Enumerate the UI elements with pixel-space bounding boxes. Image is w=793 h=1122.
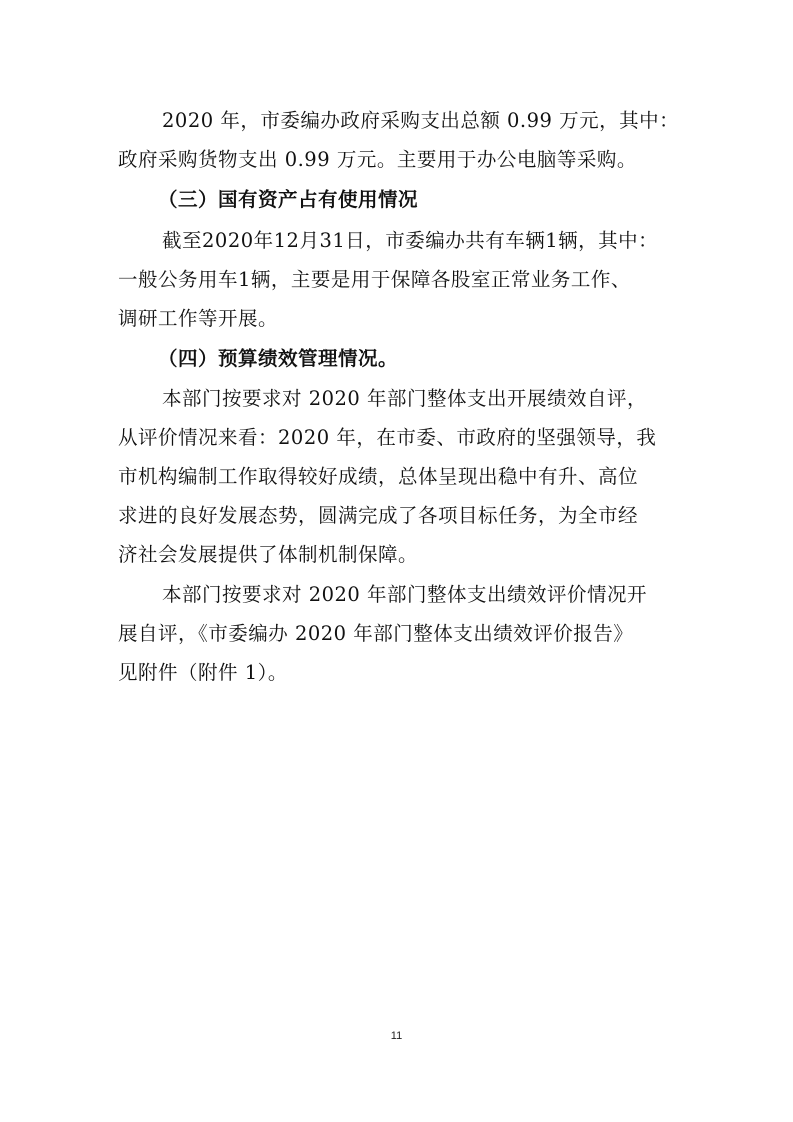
paragraph-report-line-2: 展自评，《市委编办 2020 年部门整体支出绩效评价报告》: [118, 622, 634, 645]
paragraph-procurement-line-1: 2020 年，市委编办政府采购支出总额 0.99 万元，其中：: [162, 109, 680, 132]
paragraph-report-line-3: 见附件（附件 1）。: [118, 661, 288, 684]
paragraph-vehicles-line-2: 一般公务用车1辆，主要是用于保障各股室正常业务工作、: [118, 268, 631, 291]
paragraph-evaluation-line-4: 求进的良好发展态势，圆满完成了各项目标任务，为全市经: [118, 504, 639, 527]
paragraph-vehicles-line-3: 调研工作等开展。: [118, 307, 279, 330]
section-heading-performance: （四）预算绩效管理情况。: [158, 347, 399, 370]
paragraph-evaluation-line-3: 市机构编制工作取得较好成绩，总体呈现出稳中有升、高位: [118, 465, 639, 488]
paragraph-evaluation-line-5: 济社会发展提供了体制机制保障。: [118, 543, 419, 566]
paragraph-vehicles-line-1: 截至2020年12月31日，市委编办共有车辆1辆，其中：: [162, 229, 659, 252]
paragraph-evaluation-line-1: 本部门按要求对 2020 年部门整体支出开展绩效自评，: [162, 387, 648, 410]
paragraph-procurement-line-2: 政府采购货物支出 0.99 万元。主要用于办公电脑等采购。: [118, 148, 637, 171]
paragraph-evaluation-line-2: 从评价情况来看：2020 年，在市委、市政府的坚强领导，我: [118, 426, 657, 449]
section-heading-assets: （三）国有资产占有使用情况: [158, 188, 419, 211]
paragraph-report-line-1: 本部门按要求对 2020 年部门整体支出绩效评价情况开: [162, 583, 648, 606]
page-number: 11: [390, 1030, 403, 1042]
